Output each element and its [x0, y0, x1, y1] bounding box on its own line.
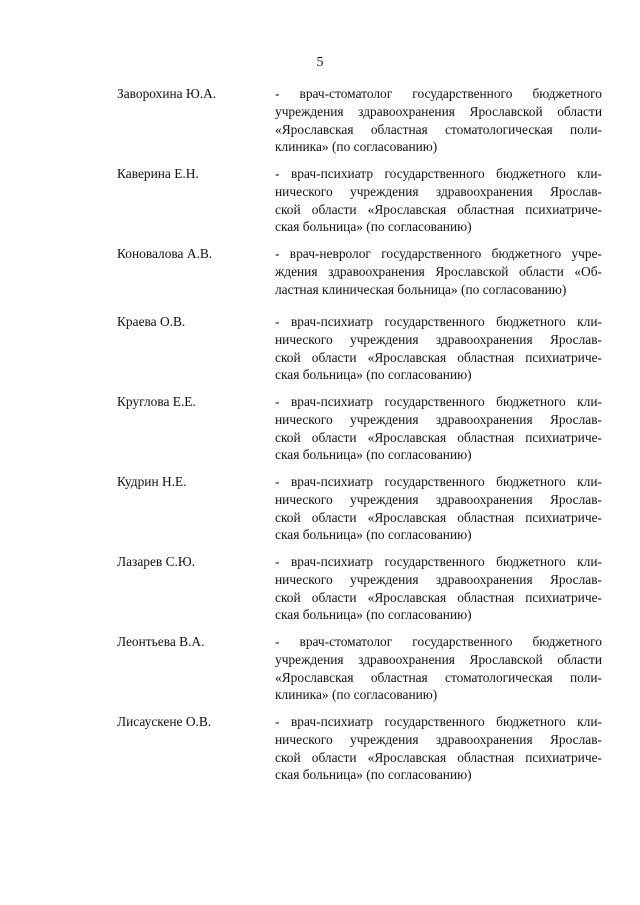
member-name: Кудрин Н.Е.: [117, 474, 187, 489]
member-entry: [117, 393, 603, 473]
member-description: [275, 85, 602, 165]
description-line: нического учреждения здравоохранения Ярослав-: [275, 731, 602, 747]
member-entry: [117, 713, 603, 793]
member-entry: [117, 633, 603, 713]
description-line: ская больница» (по согласованию): [275, 219, 472, 235]
member-description: [275, 553, 602, 633]
description-line: - врач-психиатр государственного бюджетного кли-: [275, 166, 602, 181]
description-line: нического учреждения здравоохранения Ярослав-: [275, 331, 602, 347]
description-line: нического учреждения здравоохранения Ярослав-: [275, 411, 602, 427]
member-name: Заворохина Ю.А.: [117, 86, 217, 101]
member-entry: [117, 473, 603, 553]
description-line: - врач-психиатр государственного бюджетного кли-: [275, 714, 602, 729]
member-description: [275, 473, 602, 553]
member-description: [275, 713, 602, 793]
description-line: учреждения здравоохранения Ярославской области: [275, 103, 602, 119]
member-description: [275, 633, 602, 713]
description-line: - врач-стоматолог государственного бюджетного: [275, 86, 602, 101]
description-line: - врач-невролог государственного бюджетного учре-: [275, 246, 602, 261]
member-entry: [117, 85, 603, 165]
member-list: [117, 85, 603, 793]
description-line: ская больница» (по согласованию): [275, 527, 472, 543]
description-line: ской области «Ярославская областная психиатриче-: [275, 589, 602, 605]
member-name: Коновалова А.В.: [117, 246, 213, 261]
description-line: «Ярославская областная стоматологическая поли-: [275, 669, 602, 685]
description-line: ской области «Ярославская областная психиатриче-: [275, 349, 602, 365]
member-description: [275, 313, 602, 393]
description-line: ской области «Ярославская областная психиатриче-: [275, 201, 602, 217]
description-line: нического учреждения здравоохранения Ярослав-: [275, 491, 602, 507]
member-description: [275, 393, 602, 473]
description-line: - врач-психиатр государственного бюджетного кли-: [275, 314, 602, 329]
description-line: - врач-психиатр государственного бюджетного кли-: [275, 474, 602, 489]
description-line: ская больница» (по согласованию): [275, 447, 472, 463]
description-line: ской области «Ярославская областная психиатриче-: [275, 429, 602, 445]
description-line: нического учреждения здравоохранения Ярослав-: [275, 183, 602, 199]
member-name: Круглова Е.Е.: [117, 394, 196, 409]
description-line: ская больница» (по согласованию): [275, 767, 472, 783]
description-line: - врач-стоматолог государственного бюджетного: [275, 634, 602, 649]
description-line: - врач-психиатр государственного бюджетного кли-: [275, 554, 602, 569]
description-line: клиника» (по согласованию): [275, 687, 438, 703]
description-line: учреждения здравоохранения Ярославской области: [275, 651, 602, 667]
description-line: ская больница» (по согласованию): [275, 367, 472, 383]
member-name: Леонтьева В.А.: [117, 634, 205, 649]
member-name: Лисаускене О.В.: [117, 714, 212, 729]
member-description: [275, 245, 602, 313]
member-entry: [117, 165, 603, 245]
description-line: нического учреждения здравоохранения Ярослав-: [275, 571, 602, 587]
member-entry: [117, 313, 603, 393]
description-line: «Ярославская областная стоматологическая поли-: [275, 121, 602, 137]
description-line: клиника» (по согласованию): [275, 139, 438, 155]
member-entry: [117, 245, 603, 313]
member-entry: [117, 553, 603, 633]
member-name: Краева О.В.: [117, 314, 186, 329]
description-line: ждения здравоохранения Ярославской области «Об-: [275, 263, 602, 279]
description-line: - врач-психиатр государственного бюджетного кли-: [275, 394, 602, 409]
member-name: Каверина Е.Н.: [117, 166, 199, 181]
description-line: ская больница» (по согласованию): [275, 607, 472, 623]
description-line: ластная клиническая больница» (по согласованию): [275, 281, 567, 297]
page-number: 5: [316, 55, 324, 70]
member-name: Лазарев С.Ю.: [117, 554, 195, 569]
member-description: [275, 165, 602, 245]
description-line: ской области «Ярославская областная психиатриче-: [275, 749, 602, 765]
description-line: ской области «Ярославская областная психиатриче-: [275, 509, 602, 525]
